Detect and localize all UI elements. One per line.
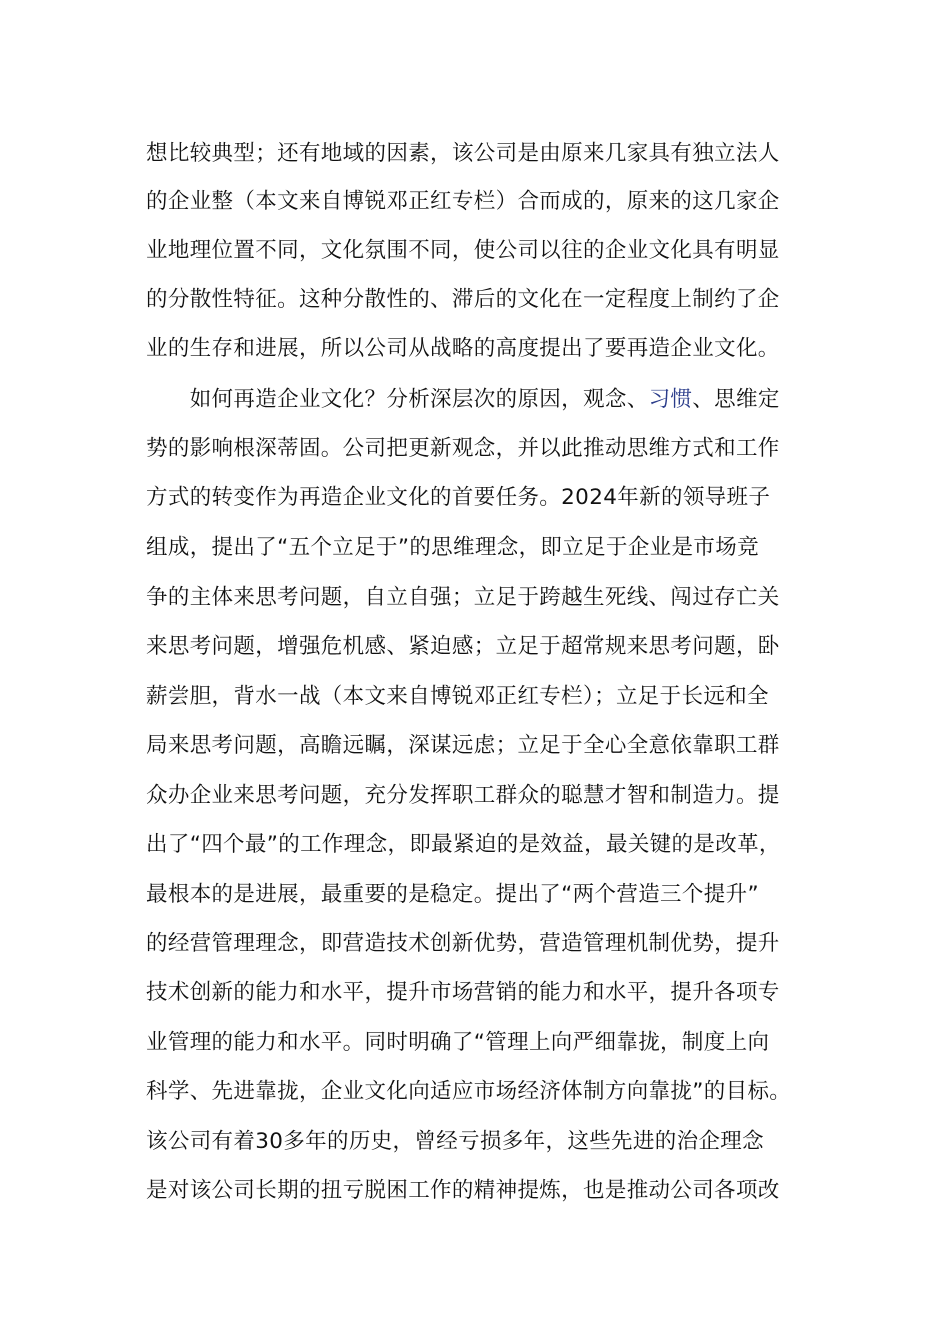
text-line: 薪尝胆，背水一战（本文来自博锐邓正红专栏）；立足于长远和全	[146, 684, 769, 709]
text-line: 方式的转变作为再造企业文化的首要任务。2024年新的领导班子	[146, 485, 771, 510]
text-line: 组成，提出了“五个立足于”的思维理念，即立足于企业是市场竞	[146, 535, 759, 560]
text-segment: 如何再造企业文化？分析深层次的原因，观念、	[146, 387, 649, 412]
text-line: 科学、先进靠拢，企业文化向适应市场经济体制方向靠拢”的目标。	[146, 1079, 792, 1104]
text-line: 该公司有着30多年的历史，曾经亏损多年，这些先进的治企理念	[146, 1129, 765, 1154]
text-line: 争的主体来思考问题，自立自强；立足于跨越生死线、闯过存亡关	[146, 585, 780, 610]
text-line: 来思考问题，增强危机感、紧迫感；立足于超常规来思考问题，卧	[146, 634, 780, 659]
text-line: 想比较典型；还有地域的因素，该公司是由原来几家具有独立法人	[146, 141, 780, 166]
text-segment: 、思维定	[692, 387, 780, 412]
text-line: 最根本的是进展，最重要的是稳定。提出了“两个营造三个提升”	[146, 882, 759, 907]
text-line: 技术创新的能力和水平，提升市场营销的能力和水平，提升各项专	[146, 980, 780, 1005]
text-line: 出了“四个最”的工作理念，即最紧迫的是效益，最关键的是改革，	[146, 832, 781, 857]
text-line: 局来思考问题，高瞻远瞩，深谋远虑；立足于全心全意依靠职工群	[146, 733, 780, 758]
text-line: 众办企业来思考问题，充分发挥职工群众的聪慧才智和制造力。提	[146, 783, 780, 808]
text-line: 是对该公司长期的扭亏脱困工作的精神提炼，也是推动公司各项改	[146, 1178, 780, 1203]
inline-link[interactable]: 习惯	[648, 387, 693, 412]
text-line: 的经营管理理念，即营造技术创新优势，营造管理机制优势，提升	[146, 931, 780, 956]
text-line: 势的影响根深蒂固。公司把更新观念，并以此推动思维方式和工作	[146, 436, 780, 461]
text-line: 的分散性特征。这种分散性的、滞后的文化在一定程度上制约了企	[146, 287, 780, 312]
text-line: 业地理位置不同，文化氛围不同，使公司以往的企业文化具有明显	[146, 238, 780, 263]
text-line: 业的生存和进展，所以公司从战略的高度提出了要再造企业文化。	[146, 336, 780, 361]
text-line: 的企业整（本文来自博锐邓正红专栏）合而成的，原来的这几家企	[146, 189, 780, 214]
paragraph-start-line	[146, 385, 780, 415]
text-line: 业管理的能力和水平。同时明确了“管理上向严细靠拢，制度上向	[146, 1030, 770, 1055]
